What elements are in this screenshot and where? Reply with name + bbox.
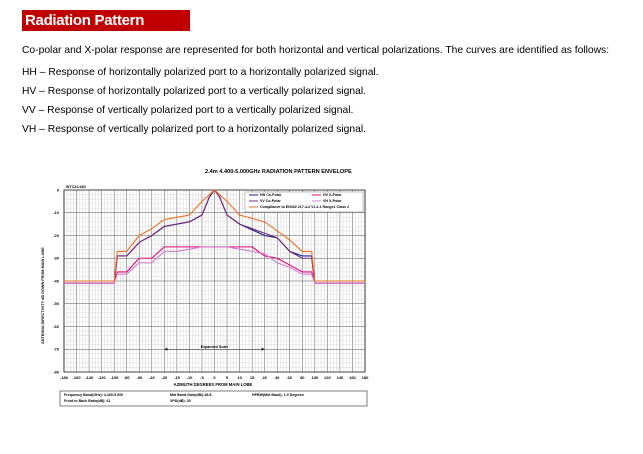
x-tick-label: -20 (161, 375, 168, 380)
x-tick-label: 60 (287, 375, 292, 380)
x-tick-label: 80 (300, 375, 305, 380)
footer-cell: XPD(dB): 30 (170, 399, 191, 403)
x-tick-label: -15 (173, 375, 180, 380)
legend-label-3: VH X-Polar (323, 199, 342, 203)
definition-hh: HH – Response of horizontally polarized port to a horizontally polarized signal. (22, 67, 379, 78)
x-tick-label: 20 (262, 375, 267, 380)
x-tick-label: 10 (237, 375, 242, 380)
footer-cell: HPBW(Mid Band): 1.9 Degrees (252, 393, 304, 397)
expanded-scale-label: Expanded Scale (200, 344, 229, 349)
y-tick-label: -20 (53, 232, 59, 238)
x-tick-label: 160 (349, 375, 356, 380)
model-label: WTC24-44D (66, 185, 86, 189)
x-tick-label: 15 (249, 375, 255, 380)
definition-vh: VH – Response of vertically polarized port to a horizontally polarized signal. (22, 124, 366, 135)
x-tick-label: -40 (148, 375, 155, 380)
y-tick-label: -70 (53, 346, 59, 352)
x-tick-label: -180 (59, 375, 69, 380)
x-tick-label: -60 (136, 375, 143, 380)
chart-title: 2.4m 4.400-5.000GHz RADIATION PATTERN ENVELOPE (205, 169, 352, 175)
x-tick-label: -10 (186, 375, 193, 380)
x-tick-label: -5 (200, 375, 204, 380)
x-tick-label: 100 (311, 375, 319, 380)
x-tick-label: -140 (85, 375, 94, 380)
page-title: Radiation Pattern Envelope (22, 10, 190, 31)
x-tick-label: 0 (213, 375, 216, 380)
y-tick-label: -30 (53, 255, 59, 261)
x-tick-label: 40 (274, 375, 280, 380)
y-tick-label: -10 (53, 210, 59, 216)
y-tick-label: -40 (53, 278, 59, 284)
definition-vv: VV – Response of vertically polarized port to a vertically polarized signal. (22, 105, 354, 116)
chart-footer-table (60, 391, 367, 406)
legend-label-4: Compliance to EN302 217-4-2 V1.2.1 Range1 Class 2 (260, 205, 350, 209)
x-tick-label: -160 (72, 375, 81, 380)
y-tick-label: -50 (53, 301, 59, 307)
legend-label-0: HH Co-Polar (260, 193, 282, 197)
chart-legend (245, 192, 363, 212)
x-tick-label: -100 (110, 375, 119, 380)
definition-hv: HV – Response of horizontally polarized port to a vertically polarized signal. (22, 86, 366, 97)
intro-paragraph: Co-polar and X-polar response are represented for both horizontal and vertical polarizations. The curves are identified as follows: (22, 45, 610, 56)
y-tick-label: -60 (53, 323, 59, 329)
y-tick-label: 0 (56, 187, 59, 193)
footer-cell: Front to Back Ratio(dB): 61 (64, 399, 111, 403)
x-tick-label: 180 (361, 375, 369, 380)
footer-cell: Frequency Band(GHz): 4.400-5.000 (64, 393, 124, 397)
x-axis-label: AZIMUTH DEGREES FROM MAIN LOBE (173, 382, 253, 387)
legend-label-2: HV X-Polar (323, 193, 342, 197)
x-tick-label: 120 (324, 375, 331, 380)
x-tick-label: 5 (225, 375, 229, 380)
x-tick-label: 140 (336, 375, 344, 380)
legend-label-1: VV Co-Polar (260, 199, 281, 203)
footer-cell: Mid Band Gain(dBi):38.8 (170, 393, 212, 397)
x-tick-label: -80 (123, 375, 130, 380)
y-tick-label: -80 (53, 369, 59, 375)
y-axis-label: ANTENNA DIRECTIVITY dB DOWN FROM MAIN LOBE (41, 247, 45, 344)
x-tick-label: -120 (97, 375, 106, 380)
